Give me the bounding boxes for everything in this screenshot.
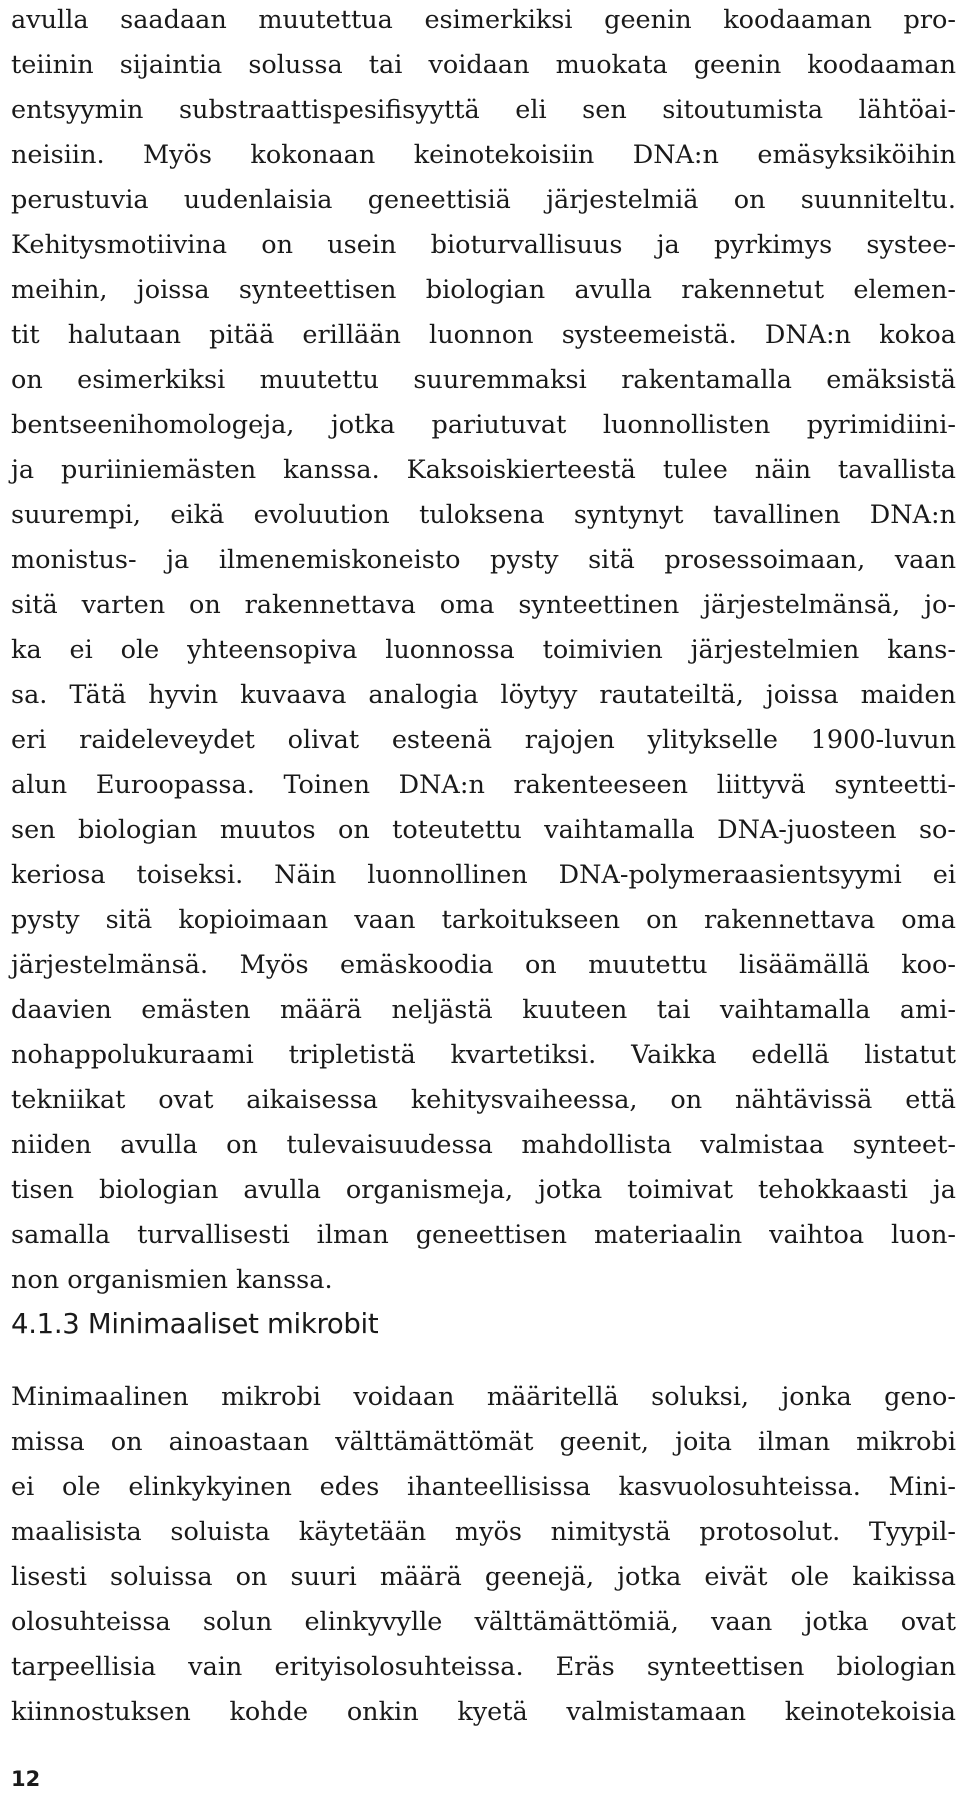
text-line: nohappolukuraami tripletistä kvartetiksi. Vaikka edellä listatut	[11, 1040, 956, 1070]
text-line: neisiin. Myös kokonaan keinotekoisiin DNA:n emäsyksiköihin	[11, 140, 956, 170]
text-line: sitä varten on rakennettava oma synteettinen järjestelmänsä, jo-	[11, 590, 956, 620]
text-line: järjestelmänsä. Myös emäskoodia on muutettu lisäämällä koo-	[11, 950, 956, 980]
text-line: tisen biologian avulla organismeja, jotka toimivat tehokkaasti ja	[11, 1175, 956, 1205]
text-line: non organismien kanssa.	[11, 1265, 333, 1295]
text-line: niiden avulla on tulevaisuudessa mahdollista valmistaa synteet-	[11, 1130, 956, 1160]
text-line: tit halutaan pitää erillään luonnon systeemeistä. DNA:n kokoa	[11, 320, 956, 350]
text-line: suurempi, eikä evoluution tuloksena syntynyt tavallinen DNA:n	[11, 500, 956, 530]
text-line: perustuvia uudenlaisia geneettisiä järjestelmiä on suunniteltu.	[11, 185, 956, 215]
text-line: ja puriiniemästen kanssa. Kaksoiskierteestä tulee näin tavallista	[11, 455, 956, 485]
text-line: sen biologian muutos on toteutettu vaihtamalla DNA-juosteen so-	[11, 815, 956, 845]
text-line: meihin, joissa synteettisen biologian avulla rakennetut elemen-	[11, 275, 956, 305]
text-line: Minimaalinen mikrobi voidaan määritellä soluksi, jonka geno-	[11, 1382, 956, 1412]
text-line: samalla turvallisesti ilman geneettisen materiaalin vaihtoa luon-	[11, 1220, 956, 1250]
text-line: alun Euroopassa. Toinen DNA:n rakenteeseen liittyvä synteetti-	[11, 770, 956, 800]
text-line: Kehitysmotiivina on usein bioturvallisuus ja pyrkimys systee-	[11, 230, 956, 260]
text-line: sa. Tätä hyvin kuvaava analogia löytyy rautateiltä, joissa maiden	[11, 680, 956, 710]
text-line: teiinin sijaintia solussa tai voidaan muokata geenin koodaaman	[11, 50, 956, 80]
body-paragraph-1	[11, 0, 956, 1303]
section-heading: 4.1.3 Minimaaliset mikrobit	[11, 1308, 379, 1340]
text-line: kiinnostuksen kohde onkin kyetä valmistamaan keinotekoisia	[11, 1697, 956, 1727]
text-line: ei ole elinkykyinen edes ihanteellisissa kasvuolosuhteissa. Mini-	[11, 1472, 956, 1502]
text-line: missa on ainoastaan välttämättömät geenit, joita ilman mikrobi	[11, 1427, 956, 1457]
body-paragraph-2	[11, 1375, 956, 1735]
text-line: on esimerkiksi muutettu suuremmaksi rakentamalla emäksistä	[11, 365, 956, 395]
text-line: tarpeellisia vain erityisolosuhteissa. Eräs synteettisen biologian	[11, 1652, 956, 1682]
text-line: maalisista soluista käytetään myös nimitystä protosolut. Tyypil-	[11, 1517, 956, 1547]
text-line: monistus- ja ilmenemiskoneisto pysty sitä prosessoimaan, vaan	[11, 545, 956, 575]
text-line: bentseenihomologeja, jotka pariutuvat luonnollisten pyrimidiini-	[11, 410, 956, 440]
text-line: eri raideleveydet olivat esteenä rajojen ylitykselle 1900-luvun	[11, 725, 956, 755]
text-line: ka ei ole yhteensopiva luonnossa toimivien järjestelmien kans-	[11, 635, 956, 665]
text-line: entsyymin substraattispesifisyyttä eli sen sitoutumista lähtöai-	[11, 95, 956, 125]
text-line: lisesti soluissa on suuri määrä geenejä, jotka eivät ole kaikissa	[11, 1562, 956, 1592]
page-number: 12	[11, 1767, 41, 1791]
text-line: keriosa toiseksi. Näin luonnollinen DNA-polymeraasientsyymi ei	[11, 860, 956, 890]
text-line: daavien emästen määrä neljästä kuuteen tai vaihtamalla ami-	[11, 995, 956, 1025]
text-line: avulla saadaan muutettua esimerkiksi geenin koodaaman pro-	[11, 5, 956, 35]
text-line: tekniikat ovat aikaisessa kehitysvaiheessa, on nähtävissä että	[11, 1085, 956, 1115]
text-line: olosuhteissa solun elinkyvylle välttämättömiä, vaan jotka ovat	[11, 1607, 956, 1637]
text-line: pysty sitä kopioimaan vaan tarkoitukseen on rakennettava oma	[11, 905, 956, 935]
